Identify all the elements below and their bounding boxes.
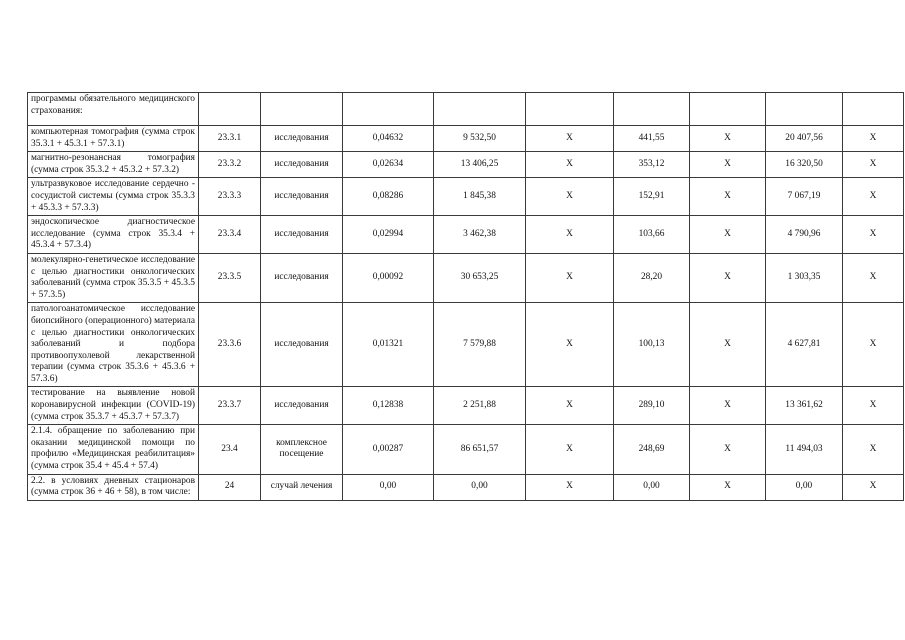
value-cell: [343, 93, 434, 126]
value-cell: 0,02634: [343, 152, 434, 178]
row-name-cell: 2.1.4. обращение по заболеванию при оказании медицинской помощи по профилю «Медицинская реабилитация» (сумма строк 35.4 + 45.4 + 57.4): [28, 425, 199, 474]
row-name-cell: программы обязательного медицинского страхования:: [28, 93, 199, 126]
value-cell: 441,55: [614, 126, 690, 152]
value-cell: X: [843, 253, 904, 302]
value-cell: 1 845,38: [434, 178, 526, 216]
value-cell: 20 407,56: [766, 126, 843, 152]
value-cell: 30 653,25: [434, 253, 526, 302]
value-cell: 0,00: [343, 474, 434, 500]
row-number-cell: 23.3.6: [199, 303, 261, 387]
value-cell: 0,08286: [343, 178, 434, 216]
value-cell: 86 651,57: [434, 425, 526, 474]
value-cell: 3 462,38: [434, 216, 526, 254]
value-cell: [843, 93, 904, 126]
value-cell: [614, 93, 690, 126]
unit-cell: исследования: [261, 303, 343, 387]
table-row: [28, 253, 904, 302]
value-cell: 2 251,88: [434, 387, 526, 425]
unit-cell: исследования: [261, 126, 343, 152]
value-cell: 16 320,50: [766, 152, 843, 178]
table-row: [28, 425, 904, 474]
value-cell: X: [526, 474, 614, 500]
value-cell: X: [526, 425, 614, 474]
table-body: [28, 93, 904, 501]
value-cell: 13 406,25: [434, 152, 526, 178]
unit-cell: случай лечения: [261, 474, 343, 500]
value-cell: 152,91: [614, 178, 690, 216]
value-cell: X: [526, 152, 614, 178]
table-row: [28, 152, 904, 178]
value-cell: 11 494,03: [766, 425, 843, 474]
value-cell: X: [526, 126, 614, 152]
value-cell: 0,12838: [343, 387, 434, 425]
table-row: [28, 303, 904, 387]
value-cell: 0,02994: [343, 216, 434, 254]
value-cell: 248,69: [614, 425, 690, 474]
value-cell: 0,00092: [343, 253, 434, 302]
table-row: [28, 126, 904, 152]
row-number-cell: 23.3.5: [199, 253, 261, 302]
row-number-cell: 23.3.2: [199, 152, 261, 178]
value-cell: 9 532,50: [434, 126, 526, 152]
value-cell: X: [526, 216, 614, 254]
unit-cell: исследования: [261, 178, 343, 216]
value-cell: X: [843, 126, 904, 152]
row-name-cell: компьютерная томография (сумма строк 35.3.1 + 45.3.1 + 57.3.1): [28, 126, 199, 152]
unit-cell: исследования: [261, 216, 343, 254]
table-row: [28, 178, 904, 216]
value-cell: X: [843, 216, 904, 254]
value-cell: 7 579,88: [434, 303, 526, 387]
value-cell: 4 790,96: [766, 216, 843, 254]
value-cell: [434, 93, 526, 126]
row-name-cell: магнитно-резонансная томография (сумма строк 35.3.2 + 45.3.2 + 57.3.2): [28, 152, 199, 178]
unit-cell: исследования: [261, 152, 343, 178]
row-number-cell: 23.3.3: [199, 178, 261, 216]
value-cell: 0,00: [614, 474, 690, 500]
table-row: [28, 216, 904, 254]
value-cell: X: [690, 216, 766, 254]
value-cell: X: [843, 387, 904, 425]
value-cell: 0,00: [766, 474, 843, 500]
document-table: [27, 92, 904, 501]
row-name-cell: 2.2. в условиях дневных стационаров (сумма строк 36 + 46 + 58), в том числе:: [28, 474, 199, 500]
value-cell: X: [526, 303, 614, 387]
table-row: [28, 387, 904, 425]
value-cell: X: [690, 178, 766, 216]
value-cell: 28,20: [614, 253, 690, 302]
value-cell: 100,13: [614, 303, 690, 387]
value-cell: X: [843, 425, 904, 474]
value-cell: 289,10: [614, 387, 690, 425]
value-cell: 13 361,62: [766, 387, 843, 425]
value-cell: X: [526, 253, 614, 302]
row-name-cell: эндоскопическое диагностическое исследование (сумма строк 35.3.4 + 45.3.4 + 57.3.4): [28, 216, 199, 254]
value-cell: X: [526, 387, 614, 425]
value-cell: X: [526, 178, 614, 216]
value-cell: X: [843, 178, 904, 216]
value-cell: X: [690, 152, 766, 178]
value-cell: X: [843, 474, 904, 500]
value-cell: [526, 93, 614, 126]
row-number-cell: 23.4: [199, 425, 261, 474]
row-number-cell: [199, 93, 261, 126]
row-number-cell: 23.3.7: [199, 387, 261, 425]
value-cell: X: [690, 253, 766, 302]
value-cell: 1 303,35: [766, 253, 843, 302]
unit-cell: исследования: [261, 387, 343, 425]
value-cell: 0,00: [434, 474, 526, 500]
value-cell: 103,66: [614, 216, 690, 254]
value-cell: 7 067,19: [766, 178, 843, 216]
value-cell: X: [690, 126, 766, 152]
row-number-cell: 23.3.1: [199, 126, 261, 152]
value-cell: X: [690, 303, 766, 387]
row-name-cell: молекулярно-генетическое исследование с целью диагностики онкологических заболеваний (сумма строк 35.3.5 + 45.3.5 + 57.3.5): [28, 253, 199, 302]
value-cell: 0,00287: [343, 425, 434, 474]
value-cell: X: [690, 474, 766, 500]
value-cell: X: [690, 425, 766, 474]
value-cell: X: [843, 303, 904, 387]
value-cell: X: [690, 387, 766, 425]
unit-cell: комплексное посещение: [261, 425, 343, 474]
row-name-cell: патологоанатомическое исследование биопсийного (операционного) материала с целью диагностики онкологических заболеваний и подбора противоопухолевой лекарственной терапии (сумма строк 35.3.6 + 45.3.6 + 57.3.6): [28, 303, 199, 387]
value-cell: X: [843, 152, 904, 178]
row-number-cell: 23.3.4: [199, 216, 261, 254]
table-row: [28, 474, 904, 500]
value-cell: 0,04632: [343, 126, 434, 152]
row-name-cell: тестирование на выявление новой коронавирусной инфекции (COVID-19) (сумма строк 35.3.7 + 45.3.7 + 57.3.7): [28, 387, 199, 425]
table-row: [28, 93, 904, 126]
row-number-cell: 24: [199, 474, 261, 500]
value-cell: 4 627,81: [766, 303, 843, 387]
value-cell: 353,12: [614, 152, 690, 178]
value-cell: [690, 93, 766, 126]
value-cell: 0,01321: [343, 303, 434, 387]
unit-cell: исследования: [261, 253, 343, 302]
unit-cell: [261, 93, 343, 126]
row-name-cell: ультразвуковое исследование сердечно - сосудистой системы (сумма строк 35.3.3 + 45.3.3 + 57.3.3): [28, 178, 199, 216]
value-cell: [766, 93, 843, 126]
